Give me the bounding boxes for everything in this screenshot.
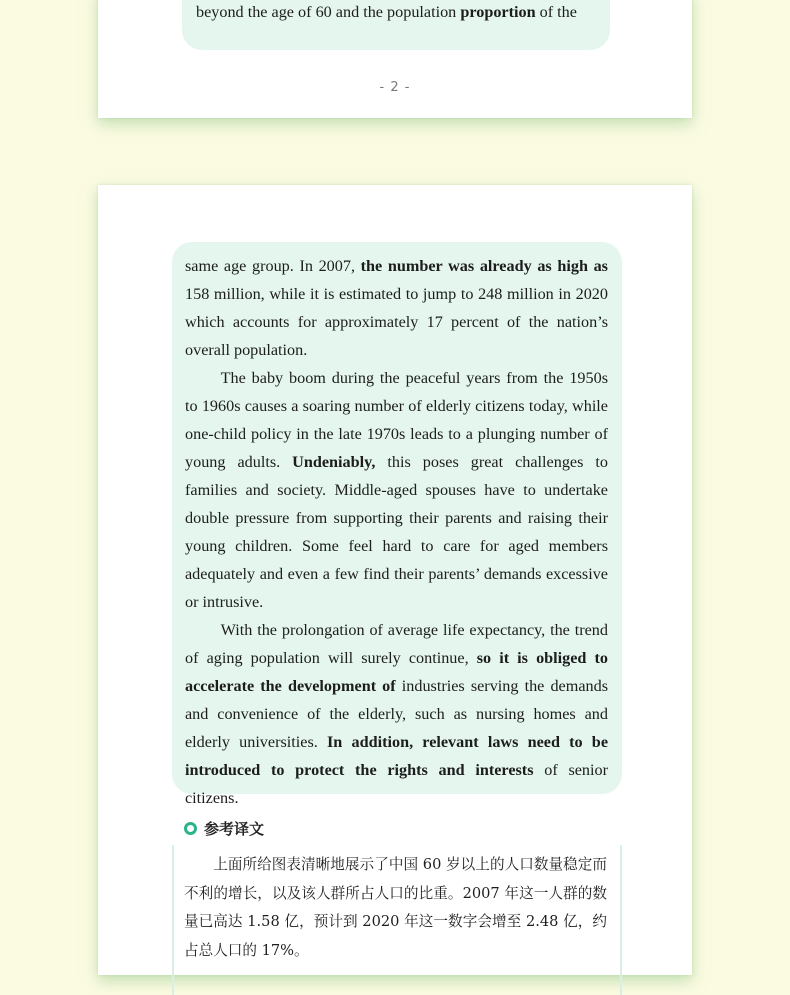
bold-phrase: proportion bbox=[460, 3, 536, 21]
paragraph bbox=[185, 616, 608, 812]
bold-phrase: Undeniably, bbox=[292, 453, 376, 471]
page-number: - 2 - bbox=[379, 80, 411, 95]
text-run: same age group. In 2007, bbox=[185, 257, 361, 275]
text-run: of senior citizens. bbox=[185, 761, 609, 807]
circle-bullet-icon bbox=[184, 822, 197, 835]
text-run: 158 million, while it is estimated to jump to 248 million in 2020 which accounts for approximately 17 percent of the nation’s overall population. bbox=[185, 285, 608, 359]
text-run: beyond the age of 60 and the population bbox=[196, 3, 461, 21]
bold-phrase: so it is obliged to accelerate the development of bbox=[185, 649, 609, 695]
translation-text: 上面所给图表清晰地展示了中国 60 岁以上的人口数量稳定而不利的增长，以及该人群所占人口的比重。2007 年这一人群的数量已高达 1.58 亿，预计到 2020 年这一数字会增至 2.48 亿，约占总人口的 17%。 bbox=[184, 856, 607, 959]
translation-heading bbox=[184, 818, 264, 839]
previous-page bbox=[98, 0, 692, 118]
bold-phrase: the number was already as high as bbox=[360, 257, 608, 275]
essay-line bbox=[196, 0, 596, 26]
section-title: 参考译文 bbox=[204, 820, 265, 838]
essay-text bbox=[185, 252, 608, 812]
text-run: The baby boom during the peaceful years from the 1950s to 1960s causes a soaring number of elderly citizens today, while one-child policy in the late 1970s leads to a plunging number of young adults. bbox=[185, 369, 608, 471]
current-page bbox=[98, 185, 692, 975]
paragraph bbox=[185, 252, 608, 364]
paragraph bbox=[185, 364, 608, 616]
essay-text-continued bbox=[196, 0, 596, 26]
text-run: With the prolongation of average life expectancy, the trend of aging population will surely continue, bbox=[185, 621, 608, 667]
text-run: this poses great challenges to families and society. Middle-aged spouses have to undertake double pressure from supporting their parents and raising their young children. Some feel hard to care for aged members adequately and even a few find their parents’ demands excessive or intrusive. bbox=[185, 453, 608, 611]
text-run: industries serving the demands and convenience of the elderly, such as nursing homes and elderly universities. bbox=[185, 677, 608, 751]
bold-phrase: In addition, relevant laws need to be introduced to protect the rights and interests bbox=[185, 733, 608, 779]
text-run: of the bbox=[535, 3, 577, 21]
